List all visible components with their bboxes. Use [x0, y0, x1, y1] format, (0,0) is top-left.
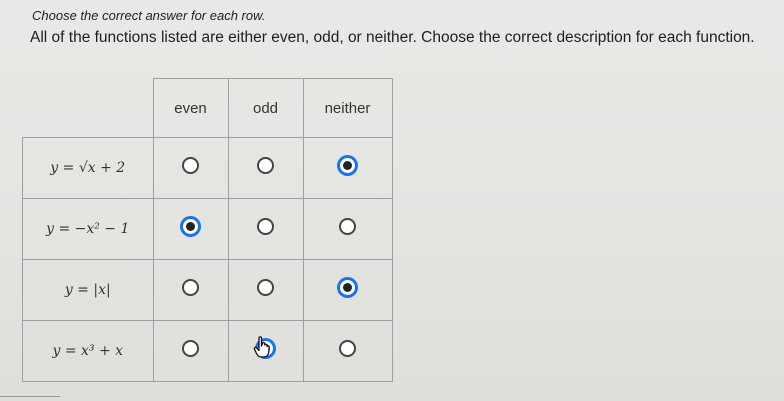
function-label: y = √x + 2	[23, 138, 154, 199]
question-text: All of the functions listed are either even, odd, or neither. Choose the correct description for each function.	[30, 29, 755, 46]
answer-grid	[22, 78, 393, 382]
cell-odd	[228, 260, 303, 321]
radio-neither[interactable]	[339, 218, 356, 235]
cell-neither	[303, 199, 392, 260]
radio-even[interactable]	[182, 157, 199, 174]
blank-header-cell	[23, 79, 154, 138]
radio-neither[interactable]	[338, 156, 357, 175]
cell-odd	[228, 199, 303, 260]
radio-odd[interactable]	[257, 157, 274, 174]
cell-even	[153, 199, 228, 260]
table-row	[23, 321, 393, 382]
function-label: y = −x² − 1	[23, 199, 154, 260]
instruction-text: Choose the correct answer for each row.	[32, 8, 266, 23]
function-label: y = x³ + x	[23, 321, 154, 382]
hand-cursor-icon	[252, 335, 274, 359]
column-header-even: even	[153, 79, 228, 138]
function-label: y = |x|	[23, 260, 154, 321]
cell-even	[153, 260, 228, 321]
radio-neither[interactable]	[338, 278, 357, 297]
radio-even[interactable]	[182, 279, 199, 296]
radio-neither[interactable]	[339, 340, 356, 357]
cell-odd	[228, 321, 303, 382]
radio-even[interactable]	[181, 217, 200, 236]
radio-odd[interactable]	[257, 218, 274, 235]
bottom-divider	[0, 396, 60, 397]
radio-odd[interactable]	[257, 279, 274, 296]
cursor-wrap	[256, 339, 275, 363]
cell-neither	[303, 321, 392, 382]
table-row	[23, 260, 393, 321]
cell-even	[153, 138, 228, 199]
table-row	[23, 199, 393, 260]
column-header-neither: neither	[303, 79, 392, 138]
header-row	[23, 79, 393, 138]
table-row	[23, 138, 393, 199]
cell-neither	[303, 138, 392, 199]
cell-neither	[303, 260, 392, 321]
cell-odd	[228, 138, 303, 199]
column-header-odd: odd	[228, 79, 303, 138]
radio-even[interactable]	[182, 340, 199, 357]
cell-even	[153, 321, 228, 382]
